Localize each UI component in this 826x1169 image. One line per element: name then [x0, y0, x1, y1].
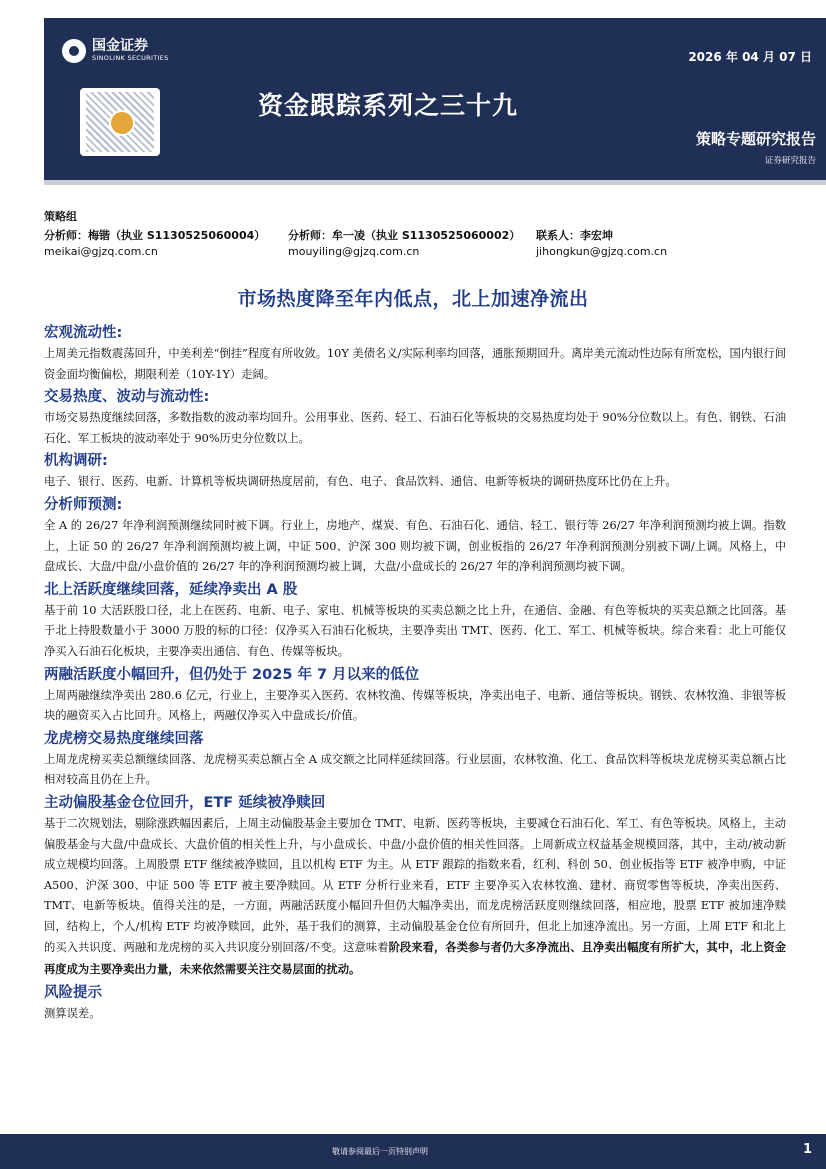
section-heading: 两融活跃度小幅回升，但仍处于 2025 年 7 月以来的低位 [44, 666, 420, 683]
section-text: 上周龙虎榜买卖总额继续回落、龙虎榜买卖总额占全 A 成交额之比同样延续回落。行业层面，农林牧渔、化工、食品饮料等板块龙虎榜买卖总额占比相对较高且仍在上升。 [44, 752, 786, 787]
analyst-2: 分析师：牟一凌（执业 S1130525060002） [288, 229, 521, 242]
report-body [44, 322, 786, 1025]
section-text: 电子、银行、医药、电新、计算机等板块调研热度居前，有色、电子、食品饮料、通信、电新等板块的调研热度环比仍在上升。 [44, 475, 677, 489]
report-subtype: 证券研究报告 [764, 156, 816, 166]
analyst-1-email[interactable]: meikai@gjzq.com.cn [44, 245, 158, 258]
section-text: 测算误差。 [44, 1006, 101, 1020]
logo-icon [62, 39, 86, 63]
section-heading: 宏观流动性: [44, 325, 123, 341]
contact-person: 联系人：李宏坤 [536, 229, 613, 242]
page-number: 1 [802, 1142, 812, 1157]
section-text-normal: 基于二次规划法，剔除涨跌幅因素后，上周主动偏股基金主要加仓 TMT、电新、医药等板块，主要减仓石油石化、军工、有色等板块。风格上，主动偏股基金与大盘/中盘成长、大盘价值的相关性上升，与小盘成长、中盘/小盘价值的相关性回落。上周新成立权益基金规模回落，其中，主动/被动新成立规模均回落。上周股票 ETF 继续被净赎回，且以机构 ETF 为主。从 ETF 跟踪的指数来看，红利、科创 50、创业板指等 ETF 被净申购，中证 A500、沪深 300、中证 500 等 ETF 被主要净赎回。从 ETF 分析行业来看，ETF 主要净买入农林牧渔、建材、商贸零售等板块，净卖出医药、TMT、电新等板块。值得关注的是，一方面，两融活跃度小幅回升但仍大幅净卖出，而龙虎榜活跃度则继续回落，相应地，股票 ETF 被加速净赎回，结构上，个人/机构 ETF 均被净赎回，此外，基于我们的测算，主动偏股基金仓位有所回升，但北上加速净流出。另一方面，上周 ETF 和北上的买入共识度、两融和龙虎榜的买入共识度分别回落/不变。这意味着 [44, 816, 786, 955]
section-heading: 机构调研: [44, 453, 108, 470]
series-title: 资金跟踪系列之三十九 [258, 91, 519, 120]
team-label: 策略组 [44, 210, 77, 223]
section-heading: 交易热度、波动与流动性: [44, 389, 210, 406]
section-text [44, 814, 786, 981]
section-heading: 北上活跃度继续回落，延续净卖出 A 股 [44, 581, 298, 598]
qr-code [80, 88, 160, 156]
section-text: 上周美元指数震荡回升，中美利差“倒挂”程度有所收敛。10Y 美债名义/实际利率均回落，通胀预期回升。离岸美元流动性边际有所宽松，国内银行间资金面均衡偏松，期限利差（10Y-1Y）走阔。 [44, 347, 786, 381]
company-logo [62, 38, 169, 63]
section-heading: 分析师预测: [44, 496, 123, 513]
section-heading: 风险提示 [44, 984, 102, 1001]
header-stripe [44, 180, 826, 185]
section-text-emphasis: 阶段来看，各类参与者仍大多净流出、且净卖出幅度有所扩大，其中，北上资金再度成为主要净卖出力量，未来依然需要关注交易层面的扰动。 [44, 940, 786, 977]
report-type: 策略专题研究报告 [695, 130, 816, 148]
section-text: 全 A 的 26/27 年净利润预测继续同时被下调。行业上，房地产、煤炭、有色、石油石化、通信、轻工、银行等 26/27 年净利润预测均被上调。指数上，上证 50 的 26/27 年净利润预测均被上调，中证 500、沪深 300 则均被下调，创业板指的 26/27 年净利润预测分别被下调/上调。风格上，中盘成长、大盘/中盘/小盘价值的 26/27 年的净利润预测均被上调，大盘/小盘成长的 26/27 年的净利润预测均被下调。 [44, 518, 786, 574]
report-date: 2026 年 04 月 07 日 [688, 50, 812, 64]
section-text: 基于前 10 大活跃股口径，北上在医药、电新、电子、家电、机械等板块的买卖总额之比上升，在通信、金融、有色等板块的买卖总额之比回落。基于北上持股数量小于 3000 万股的标的口径：仅净买入石油石化板块，主要净卖出 TMT、医药、化工、军工、机械等板块。综合来看：北上可能仅净买入石油石化板块，主要净卖出通信、有色、传媒等板块。 [44, 603, 786, 658]
section-text: 市场交易热度继续回落，多数指数的波动率均回升。公用事业、医药、轻工、石油石化等板块的交易热度均处于 90%分位数以上。有色、钢铁、石油石化、军工板块的波动率处于 90%历史分位数以上。 [44, 411, 786, 445]
section-heading: 主动偏股基金仓位回升，ETF 延续被净赎回 [44, 794, 326, 811]
qr-logo-icon [109, 110, 135, 136]
logo-cn: 国金证券 [92, 38, 148, 54]
analyst-1: 分析师：梅锴（执业 S1130525060004） [44, 229, 266, 242]
section-heading: 龙虎榜交易热度继续回落 [44, 730, 204, 747]
report-headline: 市场热度降至年内低点，北上加速净流出 [237, 288, 589, 310]
footer-disclaimer: 敬请参阅最后一页特别声明 [332, 1147, 428, 1156]
logo-en: SINOLINK SECURITIES [92, 54, 169, 62]
contact-email[interactable]: jihongkun@gjzq.com.cn [536, 245, 668, 258]
analyst-2-email[interactable]: mouyiling@gjzq.com.cn [288, 245, 420, 258]
section-text: 上周两融继续净卖出 280.6 亿元，行业上，主要净买入医药、农林牧渔、传媒等板块，净卖出电子、电新、通信等板块。钢铁、农林牧渔、非银等板块的融资买入占比回升。风格上，两融仅净买入中盘成长/价值。 [44, 688, 786, 723]
